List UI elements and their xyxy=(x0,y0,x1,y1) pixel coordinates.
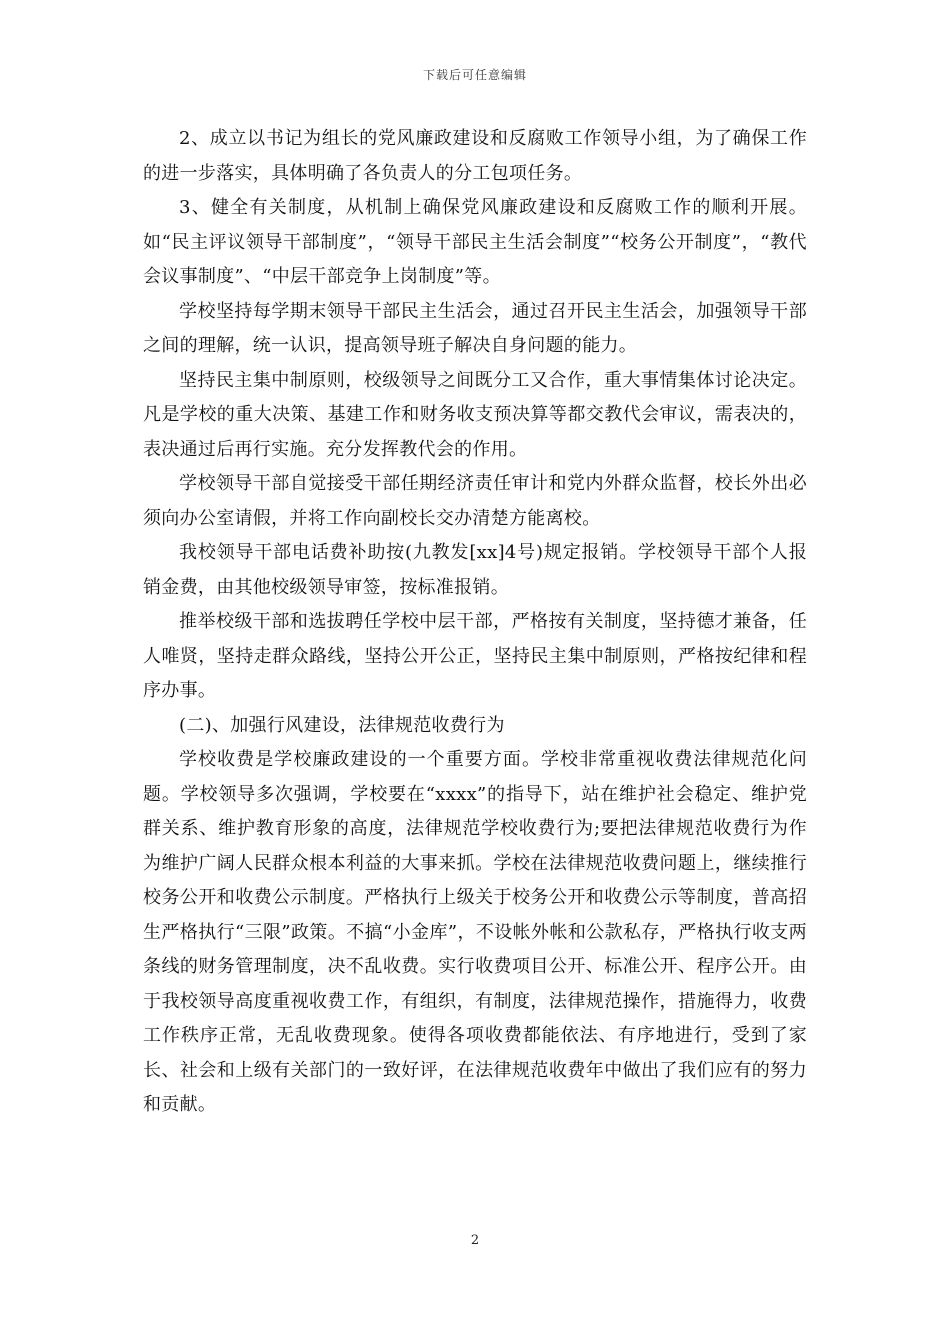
paragraph-7: 推举校级干部和选拔聘任学校中层干部，严格按有关制度，坚持德才兼备，任人唯贤，坚持走群众路线，坚持公开公正，坚持民主集中制原则，严格按纪律和程序办事。 xyxy=(143,611,807,701)
paragraph-5: 学校领导干部自觉接受干部任期经济责任审计和党内外群众监督，校长外出必须向办公室请假，并将工作向副校长交办清楚方能离校。 xyxy=(143,473,807,529)
document-body xyxy=(143,122,807,1123)
paragraph-4: 坚持民主集中制原则，校级领导之间既分工又合作，重大事情集体讨论决定。凡是学校的重大决策、基建工作和财务收支预决算等都交教代会审议，需表决的，表决通过后再行实施。充分发挥教代会的作用。 xyxy=(143,369,807,460)
paragraph-2: 3、健全有关制度，从机制上确保党风廉政建设和反腐败工作的顺利开展。如“民主评议领导干部制度”，“领导干部民主生活会制度”“校务公开制度”，“教代会议事制度”、“中层干部竞争上岗制度”等。 xyxy=(143,197,807,287)
page-header: 下载后可任意编辑 xyxy=(422,68,527,82)
paragraph-8: 学校收费是学校廉政建设的一个重要方面。学校非常重视收费法律规范化问题。学校领导多次强调，学校要在“xxxx”的指导下，站在维护社会稳定、维护党群关系、维护教育形象的高度，法律规范学校收费行为;要把法律规范收费行为作为维护广阔人民群众根本利益的大事来抓。学校在法律规范收费问题上，继续推行校务公开和收费公示制度。严格执行上级关于校务公开和收费公示等制度，普高招生严格执行“三限”政策。不搞“小金库”，不设帐外帐和公款私存，严格执行收支两条线的财务管理制度，决不乱收费。实行收费项目公开、标准公开、程序公开。由于我校领导高度重视收费工作，有组织，有制度，法律规范操作，措施得力，收费工作秩序正常，无乱收费现象。使得各项收费都能依法、有序地进行，受到了家长、社会和上级有关部门的一致好评，在法律规范收费年中做出了我们应有的努力和贡献。 xyxy=(143,749,807,1115)
paragraph-1: 2、成立以书记为组长的党风廉政建设和反腐败工作领导小组，为了确保工作的进一步落实，具体明确了各负责人的分工包项任务。 xyxy=(143,128,807,184)
section-heading: (二)、加强行风建设，法律规范收费行为 xyxy=(179,714,505,736)
page-number: 2 xyxy=(470,1233,480,1248)
paragraph-3: 学校坚持每学期末领导干部民主生活会，通过召开民主生活会，加强领导干部之间的理解，统一认识，提高领导班子解决自身问题的能力。 xyxy=(143,300,807,356)
paragraph-6: 我校领导干部电话费补助按(九教发[xx]4号)规定报销。学校领导干部个人报销金费，由其他校级领导审签，按标准报销。 xyxy=(143,542,807,598)
